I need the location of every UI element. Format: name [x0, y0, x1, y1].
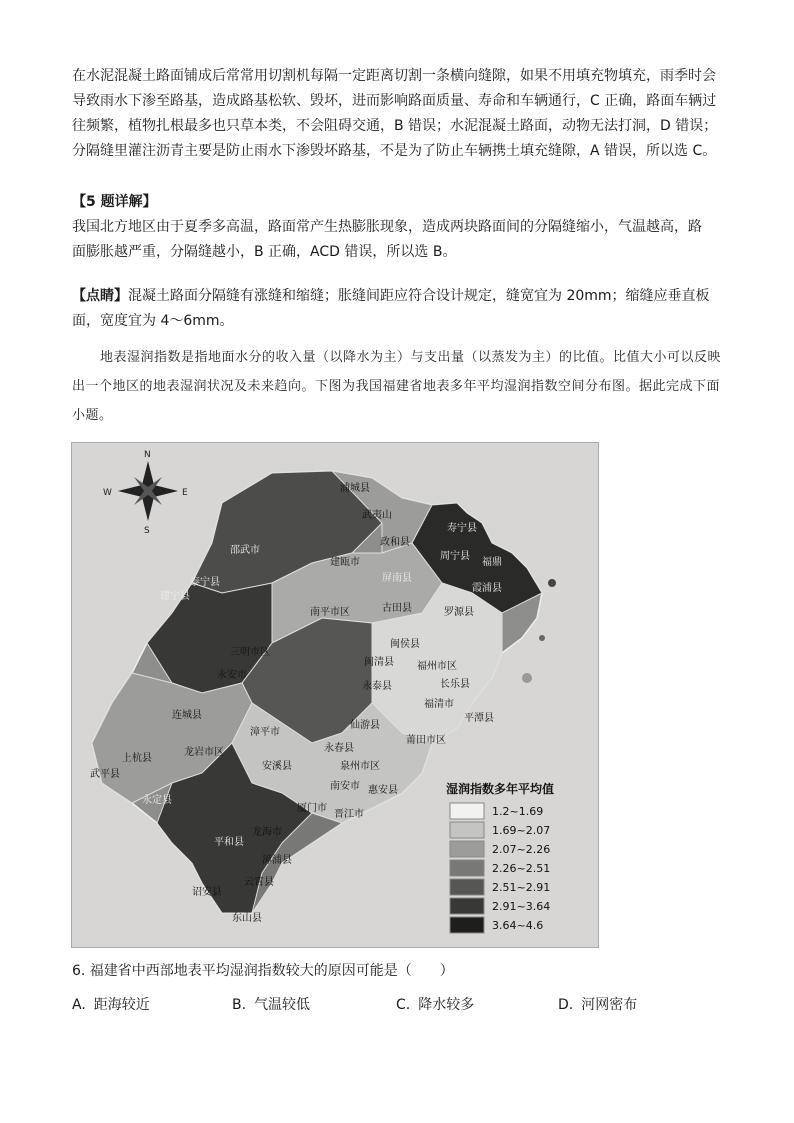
place-label: 莆田市区 [406, 735, 446, 746]
legend-swatch [450, 917, 484, 933]
island [548, 579, 556, 587]
place-label: 平和县 [214, 837, 244, 848]
place-label: 东山县 [232, 913, 262, 924]
option-d[interactable]: D. 河网密布 [558, 997, 638, 1013]
place-label: 永泰县 [362, 681, 392, 692]
place-label: 云霄县 [244, 877, 274, 888]
place-label: 惠安县 [368, 785, 398, 796]
tip-paragraph [72, 284, 722, 334]
place-label: 罗源县 [444, 607, 474, 618]
place-label: 龙岩市区 [184, 747, 224, 758]
legend-swatch [450, 860, 484, 876]
place-label: 永春县 [324, 743, 354, 754]
legend-swatch [450, 841, 484, 857]
place-label: 邵武市 [230, 545, 260, 556]
legend-label: 2.51~2.91 [492, 881, 551, 894]
tip-line-1: 【点睛】混凝土路面分隔缝有涨缝和缩缝；胀缝间距应符合设计规定，缝宽宜为 20mm；缩缝应垂直板 [72, 288, 710, 304]
place-label: 福清市 [424, 699, 454, 710]
legend-label: 1.2~1.69 [492, 805, 544, 818]
legend-swatch [450, 879, 484, 895]
island [539, 635, 545, 641]
compass-s: S [144, 526, 150, 536]
legend-label: 2.07~2.26 [492, 843, 551, 856]
place-label: 厦门市 [297, 803, 327, 814]
place-label: 龙海市 [252, 827, 282, 838]
place-label: 漳平市 [250, 727, 280, 738]
map-svg [72, 443, 598, 947]
place-label: 上杭县 [122, 753, 152, 764]
place-label: 闽侯县 [390, 639, 420, 650]
place-label: 屏南县 [382, 573, 412, 584]
place-label: 泰宁县 [190, 577, 220, 588]
section-heading: 【5 题详解】 [72, 194, 157, 210]
compass-n: N [144, 450, 151, 460]
legend-label: 2.91~3.64 [492, 900, 551, 913]
place-label: 永安市 [217, 670, 247, 681]
tip-heading: 【点睛】 [72, 288, 128, 304]
place-label: 泉州市区 [340, 761, 380, 772]
compass-rose-icon [103, 450, 188, 536]
place-label: 漳浦县 [262, 855, 292, 866]
text-line: 我国北方地区由于夏季多高温，路面常产生热膨胀现象，造成两块路面间的分隔缝缩小，气温越高，路 [72, 219, 702, 235]
place-label: 福鼎 [482, 557, 502, 568]
legend-title: 湿润指数多年平均值 [446, 782, 555, 796]
option-b[interactable]: B. 气温较低 [232, 997, 311, 1013]
text-line: 导致雨水下渗至路基，造成路基松软、毁坏，进而影响路面质量、寿命和车辆通行，C 正确，路面车辆过 [72, 93, 717, 109]
place-label: 长乐县 [440, 679, 470, 690]
place-label: 周宁县 [440, 551, 470, 562]
place-label: 浦城县 [340, 483, 370, 494]
option-c[interactable]: C. 降水较多 [396, 997, 475, 1013]
province-regions [92, 471, 556, 913]
map-legend [446, 781, 554, 933]
place-label: 平潭县 [464, 713, 494, 724]
place-label: 连城县 [172, 710, 202, 721]
text-line: 面膨胀越严重，分隔缝越小，B 正确，ACD 错误，所以选 B。 [72, 244, 457, 260]
legend-label: 2.26~2.51 [492, 862, 551, 875]
legend-label: 1.69~2.07 [492, 824, 551, 837]
text-line: 往频繁，植物扎根最多也只草本类，不会阻碍交通，B 错误；水泥混凝土路面，动物无法打洞，D 错误； [72, 118, 718, 134]
place-label: 南平市区 [310, 607, 350, 618]
place-label: 闽清县 [364, 657, 394, 668]
place-label: 武夷山 [362, 510, 392, 521]
legend-label: 3.64~4.6 [492, 919, 544, 932]
option-a[interactable]: A. 距海较近 [72, 997, 150, 1013]
section-5-explanation [72, 190, 722, 265]
text-line: 分隔缝里灌注沥青主要是防止雨水下渗毁坏路基，不是为了防止车辆携土填充缝隙，A 错误，所以选 C。 [72, 143, 717, 159]
place-label: 晋江市 [334, 809, 364, 820]
legend-swatch [450, 822, 484, 838]
legend-swatch [450, 898, 484, 914]
place-label: 寿宁县 [447, 523, 477, 534]
question-6: 6. 福建省中西部地表平均湿润指数较大的原因可能是（ ） [72, 963, 454, 979]
place-label: 永定县 [142, 795, 172, 806]
compass-w: W [103, 488, 112, 498]
place-label: 古田县 [382, 603, 412, 614]
compass-e: E [182, 488, 188, 498]
place-label: 霞浦县 [472, 583, 502, 594]
place-label: 武平县 [90, 769, 120, 780]
text-line: 在水泥混凝土路面铺成后常常用切割机每隔一定距离切割一条横向缝隙，如果不用填充物填充，雨季时会 [72, 68, 716, 84]
place-label: 安溪县 [262, 761, 292, 772]
answer-paragraph [72, 64, 722, 164]
place-label: 三明市区 [230, 647, 270, 658]
text-line: 面，宽度宜为 4～6mm。 [72, 313, 234, 329]
place-label: 诏安县 [192, 887, 222, 898]
place-label: 建宁县 [160, 591, 190, 602]
fujian-humidity-map [71, 442, 599, 948]
place-label: 政和县 [380, 537, 410, 548]
place-label: 仙游县 [350, 720, 380, 731]
question-intro: 地表湿润指数是指地面水分的收入量（以降水为主）与支出量（以蒸发为主）的比值。比值大小可以反映出一个地区的地表湿润状况及未来趋向。下图为我国福建省地表多年平均湿润指数空间分布图。据此完成下面小题。 [72, 350, 722, 423]
place-label: 建瓯市 [330, 557, 360, 568]
legend-swatch [450, 803, 484, 819]
place-label: 福州市区 [417, 661, 457, 672]
island [522, 673, 532, 683]
place-label: 南安市 [330, 781, 360, 792]
